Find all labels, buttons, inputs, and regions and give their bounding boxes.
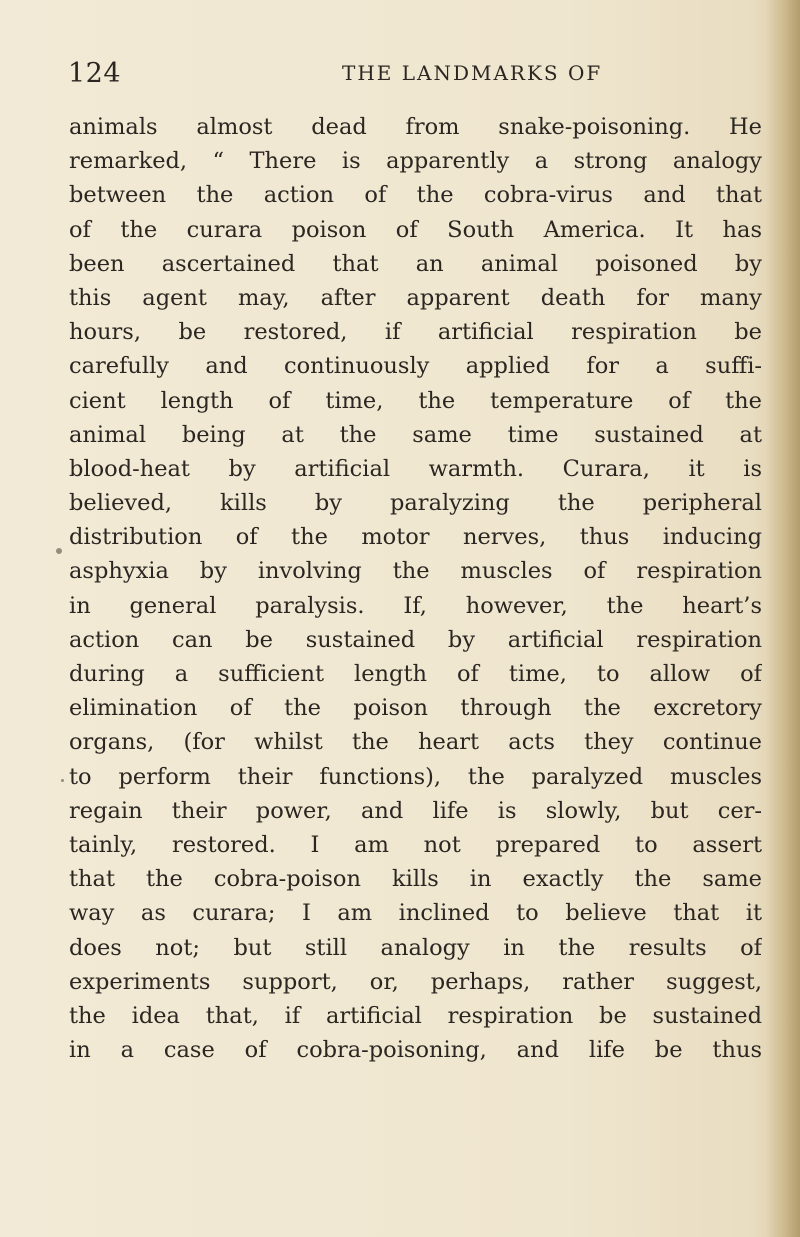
text-line: in general paralysis. If, however, the heart’s: [69, 592, 762, 619]
text-line: hours, be restored, if artificial respiration be: [69, 319, 762, 346]
text-line: way as curara; I am inclined to believe that it: [69, 900, 762, 927]
text-line: action can be sustained by artificial respiration: [69, 626, 762, 653]
text-line: animals almost dead from snake-poisoning. He: [69, 114, 762, 140]
text-line: organs, (for whilst the heart acts they continue: [69, 729, 762, 756]
text-line: elimination of the poison through the excretory: [69, 695, 762, 722]
running-head: THE LANDMARKS OF: [342, 61, 603, 85]
text-line: animal being at the same time sustained at: [69, 421, 762, 448]
text-line: the idea that, if artificial respiration be sustained: [69, 1002, 762, 1029]
text-line: regain their power, and life is slowly, but cer-: [69, 797, 762, 824]
text-line: cient length of time, the temperature of the: [69, 387, 762, 414]
text-line: distribution of the motor nerves, thus inducing: [69, 524, 762, 551]
page-header: [0, 58, 800, 98]
text-line: during a sufficient length of time, to allow of: [69, 661, 762, 687]
text-line: between the action of the cobra-virus and that: [69, 182, 762, 209]
text-line: tainly, restored. I am not prepared to assert: [69, 831, 762, 858]
ink-speck: [61, 779, 64, 782]
text-line: does not; but still analogy in the results of: [69, 934, 762, 961]
text-line: that the cobra-poison kills in exactly the same: [69, 866, 762, 893]
ink-speck: [56, 548, 62, 554]
text-line: in a case of cobra-poisoning, and life be thus: [69, 1037, 762, 1064]
text-line: experiments support, or, perhaps, rather suggest,: [69, 968, 762, 995]
text-line: blood-heat by artificial warmth. Curara, it is: [69, 455, 762, 482]
text-line: to perform their functions), the paralyzed muscles: [69, 763, 762, 790]
page-edge-shadow: [766, 0, 800, 1237]
text-line: of the curara poison of South America. It has: [69, 216, 762, 243]
text-line: asphyxia by involving the muscles of respiration: [69, 558, 762, 585]
text-line: this agent may, after apparent death for many: [69, 284, 762, 311]
page-number: 124: [68, 58, 122, 89]
text-line: believed, kills by paralyzing the peripheral: [69, 490, 762, 517]
text-line: been ascertained that an animal poisoned by: [69, 250, 762, 277]
body-text: [69, 110, 762, 1067]
text-line: carefully and continuously applied for a suffi-: [69, 353, 762, 380]
text-line: remarked, “ There is apparently a strong analogy: [69, 148, 762, 175]
